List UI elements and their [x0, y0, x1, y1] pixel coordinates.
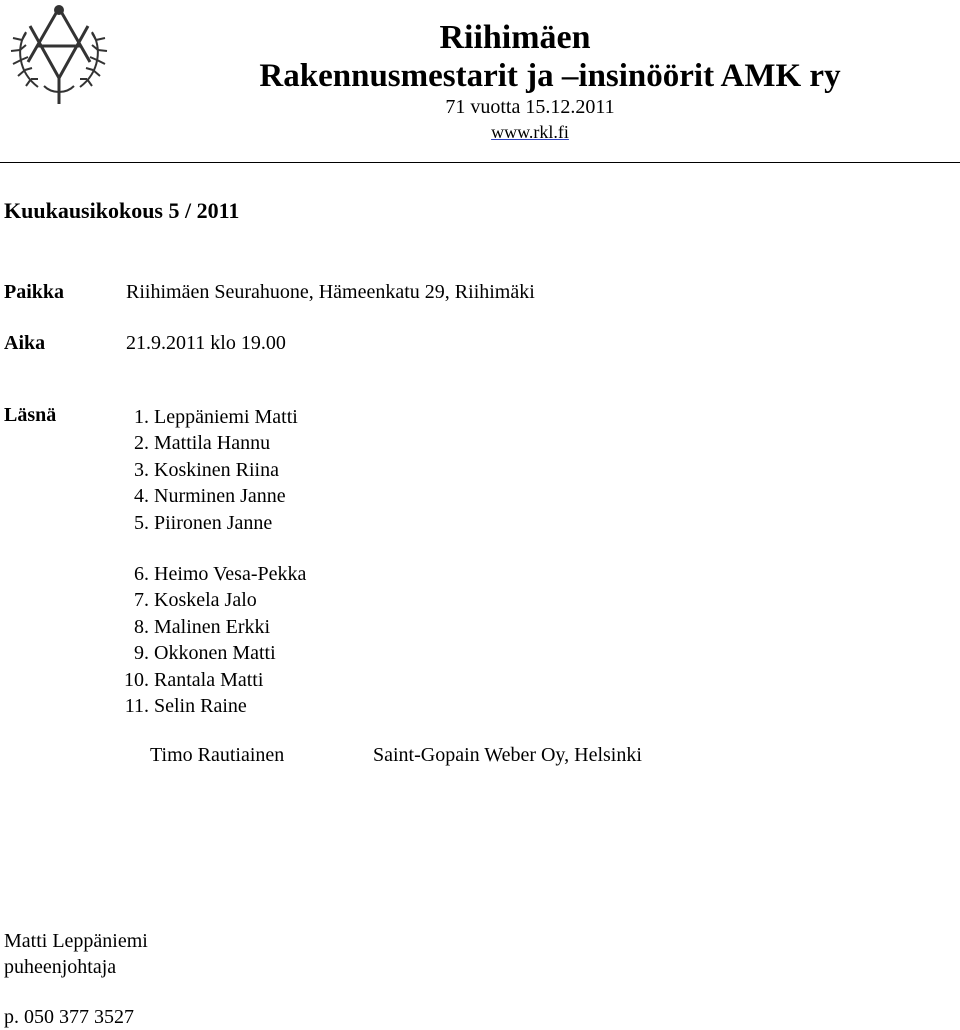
attendee-number: 9.	[134, 642, 149, 665]
guest-name: Timo Rautiainen	[150, 744, 285, 766]
list-item	[104, 457, 298, 483]
list-item	[104, 483, 298, 509]
attendee-name: Leppäniemi Matti	[154, 406, 298, 428]
guest-company: Saint-Gopain Weber Oy, Helsinki	[373, 744, 642, 766]
list-item	[104, 640, 306, 666]
attendee-number: 6.	[134, 563, 149, 585]
attendee-number: 1.	[134, 406, 149, 428]
meeting-title: Kuukausikokous 5 / 2011	[4, 198, 240, 223]
website-link-text[interactable]: www.rkl.fi	[491, 122, 569, 142]
attendee-name: Piironen Janne	[154, 511, 273, 534]
organization-name-line2: Rakennusmestarit ja –insinöörit AMK ry	[259, 58, 841, 94]
list-item	[104, 510, 298, 536]
list-item	[104, 430, 298, 456]
attendee-number: 2.	[134, 432, 149, 455]
time-label: Aika	[4, 332, 46, 354]
time-value: 21.9.2011 klo 19.00	[126, 332, 286, 354]
attendee-number: 8.	[134, 615, 149, 638]
attendee-name: Rantala Matti	[154, 668, 264, 691]
signatory-role: puheenjohtaja	[4, 956, 117, 978]
attendee-name: Mattila Hannu	[154, 432, 271, 455]
anniversary-text: 71 vuotta 15.12.2011	[445, 96, 615, 118]
attendee-number: 7.	[134, 589, 149, 612]
attendee-number: 3.	[134, 458, 149, 481]
attendee-list-group-1	[104, 404, 298, 536]
attendee-name: Koskela Jalo	[154, 589, 257, 612]
list-item	[104, 587, 306, 613]
list-item	[104, 693, 306, 719]
attendee-number: 5.	[134, 511, 149, 534]
list-item	[104, 667, 306, 693]
website-link[interactable]	[0, 121, 960, 143]
signatory-phone: p. 050 377 3527	[4, 1006, 134, 1028]
attendee-name: Nurminen Janne	[154, 485, 286, 508]
attendee-number: 10.	[124, 668, 149, 691]
present-label: Läsnä	[4, 404, 57, 426]
attendee-number: 4.	[134, 485, 149, 508]
list-item	[104, 614, 306, 640]
place-label: Paikka	[4, 281, 65, 303]
attendee-name: Koskinen Riina	[154, 458, 279, 481]
attendee-list-group-2	[104, 561, 306, 719]
attendee-name: Heimo Vesa-Pekka	[154, 563, 307, 585]
signatory-name: Matti Leppäniemi	[4, 930, 148, 952]
attendee-name: Okkonen Matti	[154, 642, 276, 665]
list-item	[104, 404, 298, 430]
attendee-number: 11.	[124, 695, 149, 718]
attendee-name: Malinen Erkki	[154, 615, 271, 638]
attendee-name: Selin Raine	[154, 695, 247, 718]
place-value: Riihimäen Seurahuone, Hämeenkatu 29, Riihimäki	[126, 281, 535, 303]
header-divider	[0, 162, 960, 163]
list-item	[104, 561, 306, 587]
organization-name-line1: Riihimäen	[439, 19, 591, 56]
